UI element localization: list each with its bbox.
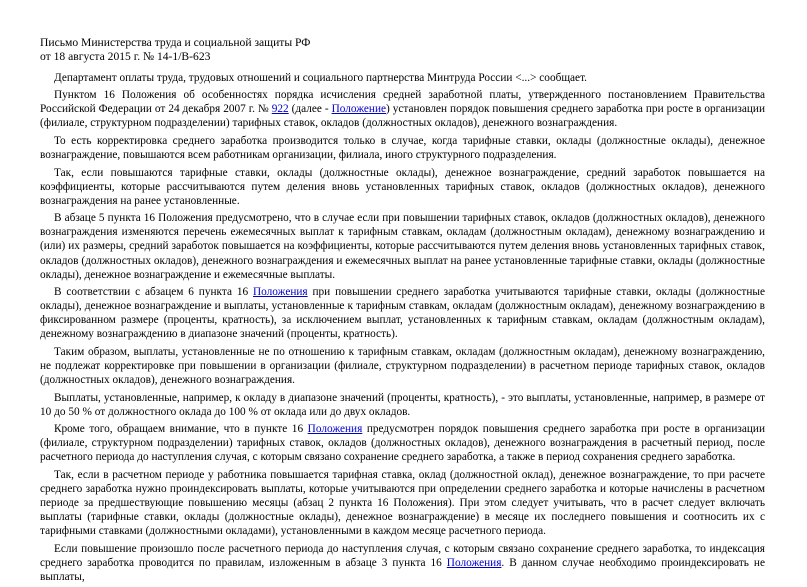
paragraph-text: Таким образом, выплаты, установленные не по отношению к тарифным ставкам, окладам (должностным окладам), денежному вознаграждению, не подлежат корректировке при повышении в организации (филиале, структурном подразделении) в расчетном периоде тарифных ставок, окладов (должностных окладов), денежного вознаграждения. xyxy=(40,345,765,387)
paragraph xyxy=(40,134,765,162)
paragraph-text: Департамент оплаты труда, трудовых отношений и социального партнерства Минтруда России <...> сообщает. xyxy=(54,71,587,84)
document-title-line-1: Письмо Министерства труда и социальной защиты РФ xyxy=(40,36,311,49)
document-link[interactable]: Положения xyxy=(307,423,363,436)
paragraph-text: (далее - xyxy=(288,103,332,116)
paragraph xyxy=(40,71,765,85)
paragraph-text: Так, если повышаются тарифные ставки, оклады (должностные оклады), денежное вознаграждение, средний заработок повышается на коэффициенты, которые рассчитываются путем деления вновь установленных тарифных ставок, окладов (должностных окладов), денежного вознаграждения на ранее установленные. xyxy=(40,166,765,207)
document-page xyxy=(40,36,765,587)
document-body xyxy=(40,71,765,584)
paragraph-text: В соответствии с абзацем 6 пункта 16 xyxy=(54,286,253,299)
paragraph xyxy=(40,285,765,341)
paragraph-text: В абзаце 5 пункта 16 Положения предусмотрено, что в случае если при повышении тарифных ставок, окладов (должностных окладов), денежного вознаграждения изменяются перечень ежемесячных выплат к тарифным ставкам, окладам (должностным окладам), денежному вознаграждению и (или) их размеры, средний заработок повышается на коэффициенты, которые рассчитываются путем деления вновь установленных тарифных ставок, окладов (должностных окладов), денежного вознаграждения и ежемесячных выплат на ранее установленные тарифные ставки, оклады (должностные оклады), денежное вознаграждение и ежемесячные выплаты. xyxy=(40,212,765,281)
document-link[interactable]: Положения xyxy=(253,286,308,299)
paragraph-text: предусмотрен порядок повышения среднего заработка при росте в организации (филиале, структурном подразделении) тарифных ставок, окладов (должностных окладов), денежного вознаграждения в расчетный период, после расчетного периода до наступления случая, с которым связано сохранение среднего заработка, а также в период сохранения среднего заработка. xyxy=(40,423,765,464)
paragraph-text: Выплаты, установленные, например, к окладу в диапазоне значений (проценты, кратность), - это выплаты, установленные, например, в размере от 10 до 50 % от должностного оклада до 100 % от оклада или до двух окладов. xyxy=(40,391,765,418)
paragraph-text: Так, если в расчетном периоде у работника повышается тарифная ставка, оклад (должностной оклад), денежное вознаграждение, то при расчете среднего заработка нужно проиндексировать выплаты, которые учитываются при определении среднего заработка и которые начислены в расчетном периоде за предшествующие повышению месяцы (абзац 2 пункта 16 Положения). При этом следует учитывать, что в расчет следует включать выплаты (тарифные ставки, оклады (должностные оклады), денежное вознаграждение) в месяце их последнего повышения и соотносить их с тарифными ставками (должностными окладами), установленными в каждом месяце расчетного периода. xyxy=(40,468,765,538)
paragraph xyxy=(40,422,765,464)
paragraph-text: при повышении среднего заработка учитываются тарифные ставки, оклады (должностные оклады), денежное вознаграждение и выплаты, установленные к тарифным ставкам, окладам (должностным окладам), денежному вознаграждению в фиксированном размере (проценты, кратность), за исключением выплат, установленных к тарифным ставкам, окладам (должностным окладам), денежному вознаграждению в диапазоне значений (проценты, кратность). xyxy=(40,286,765,341)
document-title-line-2: от 18 августа 2015 г. № 14-1/В-623 xyxy=(40,50,211,64)
paragraph xyxy=(40,542,765,584)
paragraph-text: . В данном случае необходимо проиндексировать не выплаты, xyxy=(40,556,765,583)
document-title xyxy=(40,36,765,65)
paragraph-text: Кроме того, обращаем внимание, что в пункте 16 xyxy=(54,423,308,436)
document-link[interactable]: Положение xyxy=(331,103,387,116)
paragraph xyxy=(40,211,765,281)
paragraph-text: ) установлен порядок повышения среднего заработка при росте в организации (филиале, структурном подразделении) тарифных ставок, окладов (должностных окладов), денежного вознаграждения. xyxy=(40,103,765,130)
paragraph xyxy=(40,88,765,130)
paragraph-text: Пунктом 16 Положения об особенностях порядка исчисления средней заработной платы, утвержденного постановлением Правительства Российской Федерации от 24 декабря 2007 г. № xyxy=(40,89,765,116)
document-link[interactable]: 922 xyxy=(271,103,289,116)
paragraph xyxy=(40,345,765,387)
paragraph xyxy=(40,468,765,538)
paragraph-text: То есть корректировка среднего заработка производится только в случае, когда тарифные ставки, оклады (должностные оклады), денежное вознаграждение, повышаются всем работникам организации, филиала, иного структурного подразделения. xyxy=(40,134,765,162)
document-link[interactable]: Положения xyxy=(446,556,502,569)
paragraph-text: Если повышение произошло после расчетного периода до наступления случая, с которым связано сохранение среднего заработка, то индексация среднего заработка проводится по правилам, изложенным в абзаце 3 пункта 16 xyxy=(40,542,765,569)
paragraph xyxy=(40,391,765,419)
paragraph xyxy=(40,166,765,208)
